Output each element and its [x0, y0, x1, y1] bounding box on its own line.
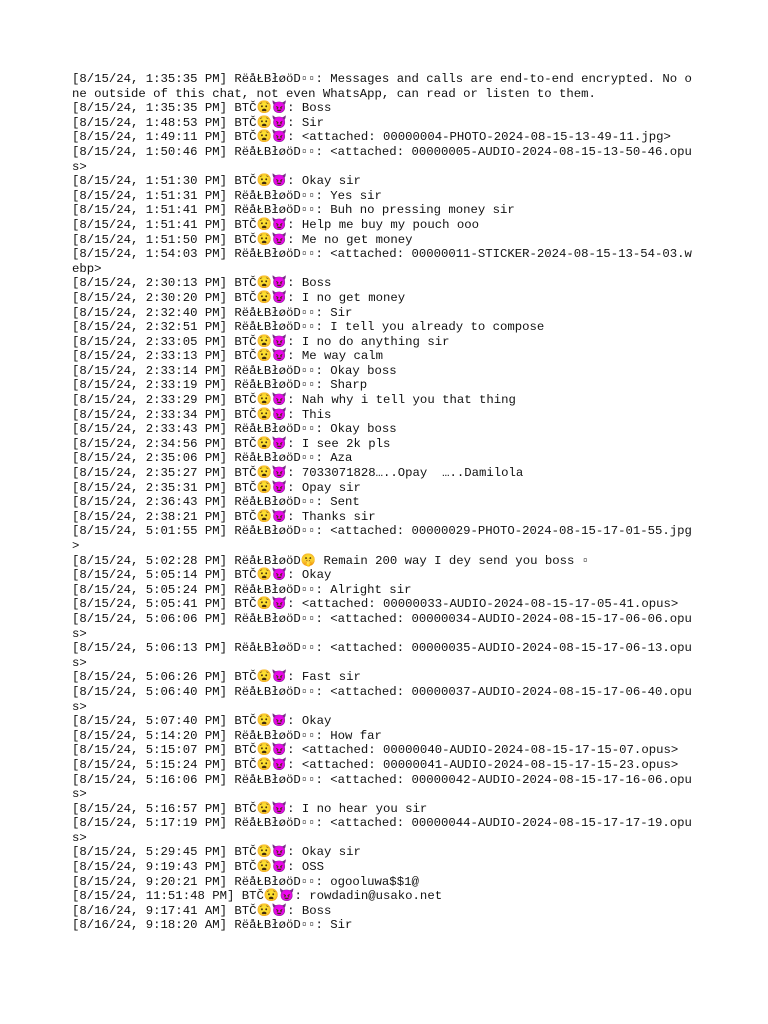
message-line: [8/16/24, 9:18:20 AM] RëåŁBłøöD▫▫: Sir	[72, 918, 353, 933]
message-line: [8/15/24, 1:51:41 PM] BTČ😧😈: Help me buy my pouch ooo	[72, 217, 479, 232]
message-line: [8/15/24, 2:33:43 PM] RëåŁBłøöD▫▫: Okay boss	[72, 422, 397, 437]
message-line: [8/15/24, 2:38:21 PM] BTČ😧😈: Thanks sir	[72, 509, 376, 524]
message-line: [8/15/24, 2:35:27 PM] BTČ😧😈: 7033071828…..Opay …..Damilola	[72, 466, 524, 481]
message-line: [8/15/24, 2:34:56 PM] BTČ😧😈: I see 2k pls	[72, 436, 391, 451]
message-line: [8/15/24, 1:51:30 PM] BTČ😧😈: Okay sir	[72, 174, 361, 189]
message-line: [8/15/24, 2:36:43 PM] RëåŁBłøöD▫▫: Sent	[72, 495, 360, 510]
message-line: [8/15/24, 1:51:50 PM] BTČ😧😈: Me no get money	[72, 232, 413, 247]
message-line: [8/15/24, 5:05:14 PM] BTČ😧😈: Okay	[72, 568, 332, 583]
message-line: [8/15/24, 1:51:31 PM] RëåŁBłøöD▫▫: Yes sir	[72, 188, 382, 203]
message-line: [8/15/24, 5:16:57 PM] BTČ😧😈: I no hear you sir	[72, 801, 428, 816]
message-line: [8/15/24, 1:48:53 PM] BTČ😧😈: Sir	[72, 115, 325, 130]
message-line: [8/15/24, 1:35:35 PM] BTČ😧😈: Boss	[72, 101, 332, 116]
message-line: [8/15/24, 5:17:19 PM] RëåŁBłøöD▫▫: <attached: 00000044-AUDIO-2024-08-15-17-17-19.opus>	[72, 816, 692, 845]
message-line: [8/15/24, 5:06:13 PM] RëåŁBłøöD▫▫: <attached: 00000035-AUDIO-2024-08-15-17-06-13.opus>	[72, 641, 692, 670]
message-line: [8/15/24, 5:01:55 PM] RëåŁBłøöD▫▫: <attached: 00000029-PHOTO-2024-08-15-17-01-55.jpg>	[72, 524, 692, 553]
message-line: [8/15/24, 1:50:46 PM] RëåŁBłøöD▫▫: <attached: 00000005-AUDIO-2024-08-15-13-50-46.opus>	[72, 144, 692, 174]
message-line: [8/15/24, 2:30:13 PM] BTČ😧😈: Boss	[72, 276, 332, 291]
message-line: [8/15/24, 5:15:24 PM] BTČ😧😈: <attached: 00000041-AUDIO-2024-08-15-17-15-23.opus>	[72, 757, 679, 772]
message-line: [8/15/24, 2:33:13 PM] BTČ😧😈: Me way calm	[72, 349, 384, 364]
message-line: [8/15/24, 1:54:03 PM] RëåŁBłøöD▫▫: <attached: 00000011-STICKER-2024-08-15-13-54-03.webp>	[72, 247, 692, 276]
message-line: [8/15/24, 5:14:20 PM] RëåŁBłøöD▫▫: How far	[72, 728, 382, 743]
message-line: [8/15/24, 2:33:19 PM] RëåŁBłøöD▫▫: Sharp	[72, 378, 368, 393]
message-line: [8/15/24, 5:02:28 PM] RëåŁBłøöD🤫 Remain 200 way I dey send you boss ▫	[72, 553, 590, 568]
message-line: [8/15/24, 5:15:07 PM] BTČ😧😈: <attached: 00000040-AUDIO-2024-08-15-17-15-07.opus>	[72, 743, 679, 758]
message-line: [8/15/24, 5:07:40 PM] BTČ😧😈: Okay	[72, 714, 332, 729]
message-line: [8/15/24, 5:06:26 PM] BTČ😧😈: Fast sir	[72, 670, 361, 685]
message-line: [8/15/24, 1:49:11 PM] BTČ😧😈: <attached: 00000004-PHOTO-2024-08-15-13-49-11.jpg>	[72, 130, 671, 145]
message-line: [8/15/24, 5:06:06 PM] RëåŁBłøöD▫▫: <attached: 00000034-AUDIO-2024-08-15-17-06-06.opus>	[72, 611, 692, 641]
message-line: [8/15/24, 2:32:51 PM] RëåŁBłøöD▫▫: I tell you already to compose	[72, 320, 545, 335]
message-line: [8/15/24, 2:30:20 PM] BTČ😧😈: I no get money	[72, 290, 406, 305]
chat-transcript	[72, 72, 696, 933]
message-line: [8/15/24, 5:05:24 PM] RëåŁBłøöD▫▫: Alright sir	[72, 582, 412, 597]
message-line: [8/15/24, 2:33:05 PM] BTČ😧😈: I no do anything sir	[72, 334, 450, 349]
message-line: [8/15/24, 5:29:45 PM] BTČ😧😈: Okay sir	[72, 845, 361, 860]
message-line: [8/15/24, 9:19:43 PM] BTČ😧😈: OSS	[72, 860, 325, 875]
message-line: [8/15/24, 2:32:40 PM] RëåŁBłøöD▫▫: Sir	[72, 305, 353, 320]
message-line: [8/15/24, 2:35:06 PM] RëåŁBłøöD▫▫: Aza	[72, 451, 353, 466]
message-line: [8/15/24, 11:51:48 PM] BTČ😧😈: rowdadin@usako.net	[72, 889, 443, 904]
message-line: [8/15/24, 5:16:06 PM] RëåŁBłøöD▫▫: <attached: 00000042-AUDIO-2024-08-15-17-16-06.opus>	[72, 772, 692, 802]
message-line: [8/15/24, 5:05:41 PM] BTČ😧😈: <attached: 00000033-AUDIO-2024-08-15-17-05-41.opus>	[72, 597, 679, 612]
message-line: [8/15/24, 2:33:14 PM] RëåŁBłøöD▫▫: Okay boss	[72, 363, 397, 378]
message-line: [8/15/24, 2:33:34 PM] BTČ😧😈: This	[72, 407, 332, 422]
message-line: [8/15/24, 2:35:31 PM] BTČ😧😈: Opay sir	[72, 480, 361, 495]
message-line: [8/15/24, 1:51:41 PM] RëåŁBłøöD▫▫: Buh no pressing money sir	[72, 203, 515, 218]
message-line: [8/15/24, 1:35:35 PM] RëåŁBłøöD▫▫: Messages and calls are end-to-end encrypted. No one outside of this chat, not even WhatsApp, can read or listen to them.	[72, 72, 692, 101]
message-line: [8/15/24, 9:20:21 PM] RëåŁBłøöD▫▫: ogooluwa$$1@	[72, 874, 419, 889]
message-line: [8/16/24, 9:17:41 AM] BTČ😧😈: Boss	[72, 903, 332, 918]
message-line: [8/15/24, 2:33:29 PM] BTČ😧😈: Nah why i tell you that thing	[72, 393, 516, 408]
message-line: [8/15/24, 5:06:40 PM] RëåŁBłøöD▫▫: <attached: 00000037-AUDIO-2024-08-15-17-06-40.opus>	[72, 684, 692, 714]
